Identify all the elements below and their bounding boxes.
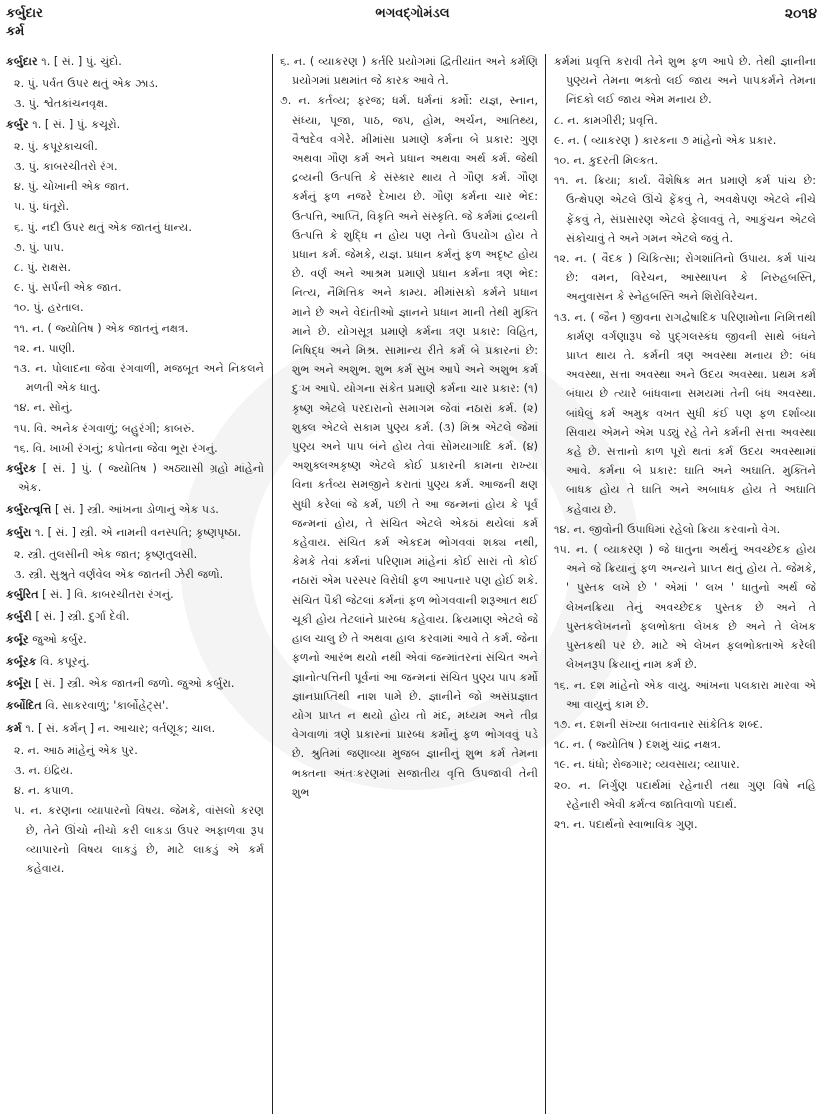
entry-sense xyxy=(280,52,538,90)
entry-sense xyxy=(6,439,264,458)
headword: કર્બૂરા xyxy=(6,677,32,691)
entry-sense xyxy=(554,776,816,814)
dictionary-columns xyxy=(0,48,825,1119)
dictionary-entry xyxy=(6,630,264,649)
guide-word-last: કર્મ xyxy=(6,24,25,39)
entry-sense xyxy=(6,781,264,800)
entry-sense xyxy=(6,398,264,417)
headword: કર્બુરા xyxy=(6,525,32,539)
definition-text: ૫. પું. ધંતૂરો. xyxy=(14,200,70,214)
guide-word-first: કર્બુદાર xyxy=(6,6,43,21)
definition-text: ૧. [ સં. કર્મન્ ] ન. આચાર; વર્તણૂક; ચાલ. xyxy=(21,721,216,735)
entry-sense xyxy=(6,319,264,338)
entry-sense xyxy=(6,74,264,93)
dictionary-entry xyxy=(6,652,264,671)
definition-text: ૩. સ્ત્રી. સુશ્રુતે વર્ણવેલ એક જાતની ઝેરી જળો. xyxy=(14,568,224,582)
definition-text: [ સં. ] સ્ત્રી. એક જાતની જળો. જુઓ કર્બુરા. xyxy=(31,677,235,691)
headword: કર્બુરી xyxy=(6,610,32,624)
entry-sense xyxy=(6,278,264,297)
definition-text: ૫. ન. કરણના વ્યાપારનો વિષય. જેમકે, વાંસલો કરણ છે, તેને ઊંચો નીચો કરી લાકડા ઉપર અફાળવા રૂપ વ્યાપારનો વિષય લાકડું છે, માટે લાકડું એ કર્મ કહેવાય. xyxy=(14,804,264,875)
definition-text: ૨. ન. આઠ માંહેનું એક પુર. xyxy=(14,743,138,757)
definition-text: ૪. ન. કપાળ. xyxy=(14,784,74,798)
entry-sense xyxy=(6,359,264,397)
column-2 xyxy=(280,52,538,1119)
entry-sense xyxy=(6,94,264,113)
column-1 xyxy=(6,52,264,1119)
headword: કર્બુરત્વૃત્તિ xyxy=(6,503,52,517)
headword: કર્બૂર xyxy=(6,632,29,646)
dictionary-entry xyxy=(6,696,264,715)
definition-text: [ સં. ] વિ. કાબરચીતરા રંગનું. xyxy=(38,588,174,602)
definition-text: ૧૫. ન. ( વ્યાકરણ ) જે ધાતુના અર્થનું અવચ્છેદક હોય અને જે ક્રિયાનું ફળ અન્યને પ્રાપ્ત થતું હોય તે. જેમકે, ' પુસ્તક લખે છે ' એમાં ' લખ ' ધાતુનો અર્થ જે લેખનક્રિયા તેનું અવચ્છેદક પુસ્તક છે અને તે પુસ્તકલેખનનો ફલભોક્તા લેખક છે અને તે લેખક પુસ્તકથી પર છે. માટે એ લેખન ફલભોક્તાએ કરેલી લેખનરૂપ ક્રિયાનું નામ કર્મ છે. xyxy=(554,543,816,672)
definition-text: ૩. ન. ઇંદ્રિય. xyxy=(14,763,74,777)
entry-sense xyxy=(554,52,816,110)
definition-text: ૧. [ સં. ] સ્ત્રી. એ નામની વનસ્પતિ; કૃષ્ણપૃષ્ઠા. xyxy=(31,525,242,539)
entry-sense xyxy=(554,151,816,170)
dictionary-entry xyxy=(6,52,264,71)
entry-sense xyxy=(6,761,264,780)
dictionary-entry xyxy=(6,719,264,738)
entry-sense xyxy=(554,308,816,519)
definition-text: ૧૬. ન. દશ માંહેનો એક વાયુ. આંખના પલકારા મારવા એ આ વાયુનું કામ છે. xyxy=(554,678,816,711)
dictionary-entry xyxy=(6,523,264,542)
entry-sense xyxy=(6,298,264,317)
entry-sense xyxy=(554,249,816,307)
entry-sense xyxy=(6,339,264,358)
entry-sense xyxy=(554,171,816,248)
entry-sense xyxy=(6,218,264,237)
entry-sense xyxy=(6,177,264,196)
definition-text: ૨૧. ન. પદાર્થનો સ્વાભાવિક ગુણ. xyxy=(554,817,698,831)
definition-text: ૨. પું. પર્વત ઉપર થતું એક ઝાડ. xyxy=(14,77,159,91)
dictionary-entry xyxy=(6,607,264,626)
entry-sense xyxy=(554,676,816,714)
definition-text: જુઓ કર્બુર. xyxy=(28,632,87,646)
definition-text: ૧૫. વિ. અનેક રંગવાળું; બહુરંગી; કાબરું. xyxy=(14,421,195,435)
headword: કર્બુરક xyxy=(6,462,37,476)
headword: કર્મ xyxy=(6,721,22,735)
definition-text: કર્મમાં પ્રવૃત્તિ કરાવી તેને શુભ ફળ આપે છે. તેથી જ્ઞાનીના પુણ્યને તેમના ભક્તો લઈ જાય અને પાપકર્મને તેમના નિંદકો લઈ જાય એમ મનાય છે. xyxy=(554,55,816,107)
entry-sense xyxy=(6,157,264,176)
definition-text: ૩. પું. શ્વેતકાંચનવૃક્ષ. xyxy=(14,97,108,111)
entry-sense xyxy=(6,741,264,760)
definition-text: ૧૨. ન. ( વૈદક ) ચિકિત્સા; રોગશાંતિનો ઉપાય. કર્મ પાંચ છે: વમન, વિરેચન, આસ્થાપન કે નિરુહબસ્તિ, અનુવાસન કે સ્નેહબસ્તિ અને શિરોવિરેચન. xyxy=(554,252,816,304)
headword: કર્બોદિત xyxy=(6,699,42,713)
dictionary-entry xyxy=(6,585,264,604)
definition-text: ૮. ન. કામગીરી; પ્રવૃત્તિ. xyxy=(554,113,658,127)
entry-sense xyxy=(6,545,264,564)
column-divider xyxy=(272,54,273,1114)
definition-text: ૧૧. ન. ( જ્યોતિષ ) એક જાતનું નક્ષત્ર. xyxy=(14,321,189,335)
definition-text: ૨. સ્ત્રી. તુલસીની એક જાત; કૃષ્ણતુલસી. xyxy=(14,547,198,561)
page-number: ૨૦૧૪ xyxy=(784,6,817,22)
entry-sense xyxy=(6,258,264,277)
entry-sense xyxy=(6,197,264,216)
entry-sense xyxy=(554,111,816,130)
definition-text: ૪. પું. ચોખાની એક જાત. xyxy=(14,180,130,194)
entry-sense xyxy=(554,540,816,674)
definition-text: ૧૯. ન. ધંધો; રોજગાર; વ્યવસાય; વ્યાપાર. xyxy=(554,758,740,772)
definition-text: ૩. પું. કાબરચીતરો રંગ. xyxy=(14,160,118,174)
definition-text: ૧. [ સં. ] પું. ચુંદો. xyxy=(37,55,122,68)
dictionary-entry xyxy=(6,500,264,519)
headword: કર્બુદાર xyxy=(6,55,38,68)
definition-text: ૧૦. પું. હરતાલ. xyxy=(14,301,84,315)
definition-text: ૧૪. ન. જીવોની ઉપાધિમાં રહેલો ક્રિયા કરવાનો વેગ. xyxy=(554,522,781,536)
entry-sense xyxy=(280,91,538,802)
definition-text: ૧૮. ન. ( જ્યોતિષ ) દશમું ચાંદ્ર નક્ષત્ર. xyxy=(554,738,721,752)
entry-sense xyxy=(6,419,264,438)
definition-text: ૧૬. વિ. ખાખી રંગનું; કપોતના જેવા ભૂરા રંગનું. xyxy=(14,441,218,455)
column-divider xyxy=(545,54,546,1114)
definition-text: ૧૩. ન. પોલાદના જેવા રંગવાળી, મજબૂત અને નિકલને મળતી એક ધાતુ. xyxy=(14,362,264,395)
definition-text: ૨. પું. કપૂરકાચલી. xyxy=(14,139,98,153)
column-3 xyxy=(554,52,816,1119)
entry-sense xyxy=(554,815,816,834)
definition-text: ૭. પું. પાપ. xyxy=(14,240,65,254)
headword: કર્બુર xyxy=(6,117,29,131)
dictionary-entry xyxy=(6,115,264,134)
definition-text: ૨૦. ન. નિર્ગુણ પદાર્થમાં રહેનારી તથા ગુણ વિષે નહિ રહેનારી એવી કર્મત્વ જાતિવાળો પદાર્થ. xyxy=(554,778,816,811)
definition-text: ૯. પું. સર્પની એક જાત. xyxy=(14,281,122,295)
page-header xyxy=(0,0,825,52)
definition-text: ૭. ન. કર્તવ્ય; ફરજ; ધર્મ. ધર્મનાં કર્મો: યજ્ઞ, સ્નાન, સંધ્યા, પૂજા, પાઠ, જપ, હોમ, અર્ચન, આતિથ્ય, વૈશ્વદેવ વગેરે. મીમાંસા પ્રમાણે કર્મના બે પ્રકાર: ગુણ અથવા ગૌણ કર્મ અને પ્રધાન અથવા અર્થ કર્મ. જેથી દ્રવ્યની ઉત્પત્તિ કે સંસ્કાર થાય તે ગૌણ કર્મ. ગૌણ કર્મનું ફળ નજરે દેખાય છે. ગૌણ કર્મના ચાર ભેદ: ઉત્પત્તિ, આપ્તિ, વિકૃતિ અને સંસ્કૃતિ. જે કર્મમાં દ્રવ્યની ઉત્પત્તિ કે શુદ્ધિ ન હોય પણ તેનો ઉપયોગ હોય તે પ્રધાન કર્મ. જેમકે, યજ્ઞ. પ્રધાન કર્મનું ફળ અદૃષ્ટ હોય છે. વર્ણ અને આશ્રમ પ્રમાણે પ્રધાન કર્મના ત્રણ ભેદ: નિત્ય, નૈમિત્તિક અને કામ્ય. મીમાંસકો કર્મને પ્રધાન માને છે અને વેદાંતીઓ જ્ઞાનને પ્રધાન માની તેથી મુક્તિ માને છે. યોગસૂત્ર પ્રમાણે કર્મના ત્રણ પ્રકાર: વિહિત, નિષિદ્ધ અને મિશ્ર. સામાન્ય રીતે કર્મ બે પ્રકારનાં છે: શુભ અને અશુભ. શુભ કર્મ સુખ આપે અને અશુભ કર્મ દુઃખ આપે. યોગના સંકેત પ્રમાણે કર્મના ચાર પ્રકાર: (૧) કૃષ્ણ એટલે પરદારાનો સમાગમ જેવાં નઠારાં કર્મ. (૨) શુક્લ એટલે સકામ પુણ્ય કર્મ. (૩) મિશ્ર એટલે જેમાં પુણ્ય અને પાપ બંને હોય તેવાં સોમયાગાદિ કર્મ. (૪) અશુક્લઅકૃષ્ણ એટલે કોઈ પ્રકારની કામના રાખ્યા વિના કર્તવ્ય સમજીને કરાતાં પુણ્ય કર્મ. આજની ક્ષણ સુધી કરેલાં જે કર્મ, પછી તે આ જન્મનાં હોય કે પૂર્વ જન્મનાં હોય, તે સંચિત એટલે એકઠાં થયેલાં કર્મ કહેવાય. સંચિત કર્મ એકદમ ભોગવવાં શક્ય નથી, કેમકે તેવાં કર્મનાં પરિણામ માંહેનાં કોઈ સારાં તો કોઈ નઠારાં એમ પરસ્પર વિરોધી ફળ આપનાર પણ હોઈ શકે. સંચિત પૈકી જેટલાં કર્મનાં ફળ ભોગવવાની શરૂઆત થઈ ચૂકી હોય તેટલાંને પ્રારબ્ધ કહેવાય. ક્રિયમાણ એટલે જે હાલ ચાલુ છે તે અથવા હાલ કરવામાં આવે તે કર્મ. જેના ફળનો આરંભ થયો નથી એવાં જન્માંતરનાં સંચિત અને જ્ઞાનોત્પત્તિની પૂર્વનાં આ જન્મનાં સંચિત પુણ્ય પાપ કર્મો જ્ઞાનપ્રાપ્તિથી નાશ પામે છે. જ્ઞાનીને જો અસંપ્રજ્ઞાત યોગ પ્રાપ્ત ન થયો હોય તો મંદ, મધ્યમ અને તીવ્ર વેગવાળાં ત્રણે પ્રકારનાં પ્રારબ્ધ કર્મોનું ફળ ભોગવવું પડે છે. શ્રુતિમાં જણાવ્યા મુજબ જ્ઞાનીનું શુભ કર્મ તેમના ભક્તના અંતઃકરણમાં સજાતીય વૃત્તિ ઉપજાવી તેની શુભ xyxy=(280,94,538,799)
definition-text: ૧. [ સં. ] પું. કચૂરો. xyxy=(28,117,121,131)
entry-sense xyxy=(6,565,264,584)
definition-text: ૧૪. ન. સોનું. xyxy=(14,401,73,415)
definition-text: ૧૧. ન. ક્રિયા; કાર્ય. વૈશેષિક મત પ્રમાણે કર્મ પાંચ છે: ઉત્ક્ષેપણ એટલે ઊંચે ફેંકવું તે, અવક્ષેપણ એટલે નીચે ફેંકવું તે, સંપ્રસારણ એટલે ફેલાવવું તે, આકુંચન એટલે સંકોચાવું તે અને ગમન એટલે જવું તે. xyxy=(554,174,816,245)
entry-sense xyxy=(554,520,816,539)
definition-text: ૬. ન. ( વ્યાકરણ ) કર્તરિ પ્રયોગમાં દ્વિતીયાંત અને કર્મણિ પ્રયોગમાં પ્રથમાંત જે કારક આવે તે. xyxy=(280,55,538,88)
definition-text: [ સં. ] પું. ( જ્યોતિષ ) અઠ્યાસી ગ્રહો માંહેનો એક. xyxy=(18,462,264,495)
entry-sense xyxy=(554,715,816,734)
entry-sense xyxy=(554,755,816,774)
dictionary-entry xyxy=(6,459,264,497)
definition-text: ૧૩. ન. ( જૈન ) જીવના રાગદ્વેષાદિક પરિણામોના નિમિત્તથી કાર્મણ વર્ગણારૂપ જે પુદ્ગલસ્કંધ જીવની સાથે બંધને પ્રાપ્ત થાય તે. કર્મની ત્રણ અવસ્થા મનાય છે: બંધ અવસ્થા, સત્તા અવસ્થા અને ઉદય અવસ્થા. પ્રથમ કર્મ બંધાય છે ત્યારે બાંધવાના સમયમાં તેની બંધ અવસ્થા. બાંધેલું કર્મ અમુક વખત સુધી કંઈ પણ ફળ દર્શાવ્યા સિવાય એમને એમ પડ્યું રહે તેને કર્મની સત્તા અવસ્થા કહે છે. સત્તાનો કાળ પૂરો થતાં કર્મ ઉદય અવસ્થામાં આવે. કર્મના બે પ્રકાર: ઘાતિ અને અઘાતિ. મુક્તિને બાધક હોય તે ઘાતિ અને અબાધક હોય તે અઘાતિ કહેવાય છે. xyxy=(554,310,816,516)
definition-text: ૯. ન. ( વ્યાકરણ ) કારકના ૭ માંહેનો એક પ્રકાર. xyxy=(554,133,777,147)
dictionary-title: ભગવદ્ગોમંડલ xyxy=(375,6,450,21)
definition-text: [ સં. ] સ્ત્રી. દુર્ગા દેવી. xyxy=(31,610,130,624)
entry-sense xyxy=(554,131,816,150)
headword: કર્બુરિત xyxy=(6,588,39,602)
entry-sense xyxy=(554,735,816,754)
dictionary-entry xyxy=(6,674,264,693)
headword: કર્બૂરક xyxy=(6,654,37,668)
definition-text: [ સં. ] સ્ત્રી. આંખના ડોળાનું એક પડ. xyxy=(51,503,219,517)
entry-sense xyxy=(6,238,264,257)
definition-text: વિ. સાકરવાળું; 'કાર્બોહ્રેટ્સ'. xyxy=(41,699,169,713)
definition-text: ૧૦. ન. કુદરતી મિલ્કત. xyxy=(554,154,659,168)
definition-text: ૮. પું. રાક્ષસ. xyxy=(14,261,71,275)
definition-text: ૧૭. ન. દશની સંખ્યા બતાવનાર સાંકેતિક શબ્દ. xyxy=(554,717,763,731)
definition-text: વિ. કપૂરનું. xyxy=(36,654,90,668)
entry-sense xyxy=(6,137,264,156)
definition-text: ૬. પું. નદી ઉપર થતું એક જાતનું ધાન્ય. xyxy=(14,220,192,234)
entry-sense xyxy=(6,801,264,878)
definition-text: ૧૨. ન. પાણી. xyxy=(14,341,76,355)
